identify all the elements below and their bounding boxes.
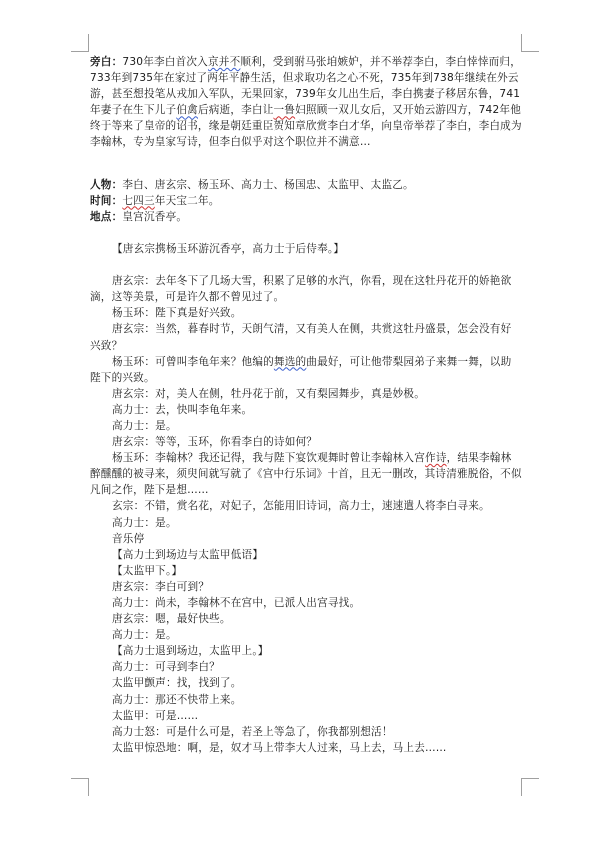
- grammar-mark[interactable]: 京并不: [207, 56, 241, 68]
- spacer: [90, 225, 522, 241]
- time-line[interactable]: 时间：七四三年天宝二年。: [90, 194, 220, 207]
- spelling-mark[interactable]: 作诗: [425, 452, 447, 465]
- dialogue-line[interactable]: 玄宗：不错，赏名花，对妃子，怎能用旧诗词，高力士，速速遣人将李白寻来。: [112, 500, 490, 513]
- corner-mark-top-right: [521, 34, 539, 52]
- dialogue-line[interactable]: 唐玄宗：当然，暮春时节，天朗气清，又有美人在侧，共赏这牡丹盛景，怎会没有好兴致？: [90, 323, 512, 352]
- dialogue-line[interactable]: 高力士：去，快叫李龟年来。: [112, 403, 253, 416]
- dialogue-line[interactable]: 唐玄宗：对，美人在侧，牡丹花于前，又有梨园舞步，真是妙极。: [112, 387, 426, 400]
- dialogue-line[interactable]: 高力士：尚未，李翰林不在宫中，已派人出宫寻找。: [112, 597, 361, 609]
- place-line[interactable]: 地点：皇宫沉香亭。: [90, 210, 188, 223]
- corner-mark-bottom-left: [71, 778, 89, 796]
- document-body[interactable]: [90, 54, 522, 756]
- dialogue-line[interactable]: 唐玄宗：去年冬下了几场大雪，积累了足够的水汽，你看，现在这牡丹花开的娇艳欲滴，这等美景，可是许久都不曾见过了。: [90, 275, 512, 304]
- stage-direction[interactable]: 【高力士到场边与太监甲低语】: [112, 548, 264, 561]
- grammar-mark[interactable]: 舞选的: [273, 355, 307, 368]
- dialogue-line[interactable]: 太监甲颤声：找，找到了。: [112, 677, 242, 690]
- dialogue-line[interactable]: 高力士：是。: [112, 629, 177, 642]
- dialogue-line[interactable]: 高力士：是。: [112, 516, 177, 529]
- dialogue-line[interactable]: 太监甲：可是……: [112, 709, 199, 722]
- corner-mark-top-left: [71, 34, 89, 52]
- dialogue-line[interactable]: 高力士：那还不快带上来。: [112, 693, 242, 706]
- spacer: [90, 257, 522, 273]
- dialogue-line[interactable]: 高力士：可寻到李白？: [112, 661, 220, 674]
- corner-mark-bottom-right: [521, 778, 539, 796]
- dialogue-line[interactable]: 杨玉环：陛下真是好兴致。: [112, 307, 242, 320]
- dialogue-line[interactable]: 高力士怒：可是什么可是，若圣上等急了，你我都别想活！: [112, 725, 393, 738]
- dialogue-line[interactable]: 唐玄宗：嗯，最好快些。: [112, 613, 231, 626]
- dialogue-line[interactable]: 杨玉环：李翰林？我还记得，我与陛下宴饮观舞时曾让李翰林入宫作诗，结果李翰林醉醺醺的被寻来，须臾间就写就了《宫中行乐词》十首，且无一删改，其诗清雅脱俗，不似凡间之作，陛下是想……: [90, 452, 522, 497]
- dialogue-line[interactable]: 唐玄宗：李白可到？: [112, 580, 210, 593]
- dialogue-line[interactable]: 杨玉环：可曾叫李龟年来？他编的舞选的曲最好，可让他带梨园弟子来舞一舞，以助陛下的兴致。: [90, 355, 512, 384]
- spacer: [90, 151, 522, 177]
- aside-paragraph[interactable]: 旁白：730年李白首次入京并不顺利，受到驸马张垍嫉妒，并不举荐李白，李白悻悻而归，733年到735年在家过了两年平静生活，但求取功名之心不死，735年到738年继续在外云游，甚至想投笔从戎加入军队，无果回家，739年女儿出生后，李白携妻子移居东鲁，741年妻子在生下儿子伯禽后病逝，李白让一鲁妇照顾一双儿女后，又开始云游四方，742年他终于等来了皇帝的诏书，缘是朝廷重臣贺知章欣赏李白才华，向皇帝举荐了李白，李白成为李翰林，专为皇家写诗，但李白似乎对这个职位并不满意…: [90, 56, 522, 149]
- stage-direction[interactable]: 【唐玄宗携杨玉环游沉香亭，高力士于后侍奉。】: [112, 242, 345, 255]
- stage-direction[interactable]: 【太监甲下。】: [112, 564, 183, 577]
- dialogue-line[interactable]: 太监甲惊恐地：啊，是，奴才马上带李大人过来，马上去，马上去……: [112, 741, 447, 754]
- characters-line[interactable]: 人物：李白、唐玄宗、杨玉环、高力士、杨国忠、太监甲、太监乙。: [90, 178, 414, 191]
- aside-label: 旁白：: [90, 56, 123, 68]
- stage-direction[interactable]: 【高力士退到场边，太监甲上。】: [112, 645, 269, 658]
- spelling-mark[interactable]: 七四三: [122, 194, 155, 207]
- spelling-mark[interactable]: 一鲁: [273, 104, 296, 117]
- grammar-mark[interactable]: 伯禽: [176, 104, 198, 117]
- stage-note[interactable]: 音乐停: [112, 532, 145, 545]
- dialogue-line[interactable]: 高力士：是。: [112, 419, 177, 432]
- dialogue-line[interactable]: 唐玄宗：等等，玉环，你看李白的诗如何？: [112, 436, 318, 449]
